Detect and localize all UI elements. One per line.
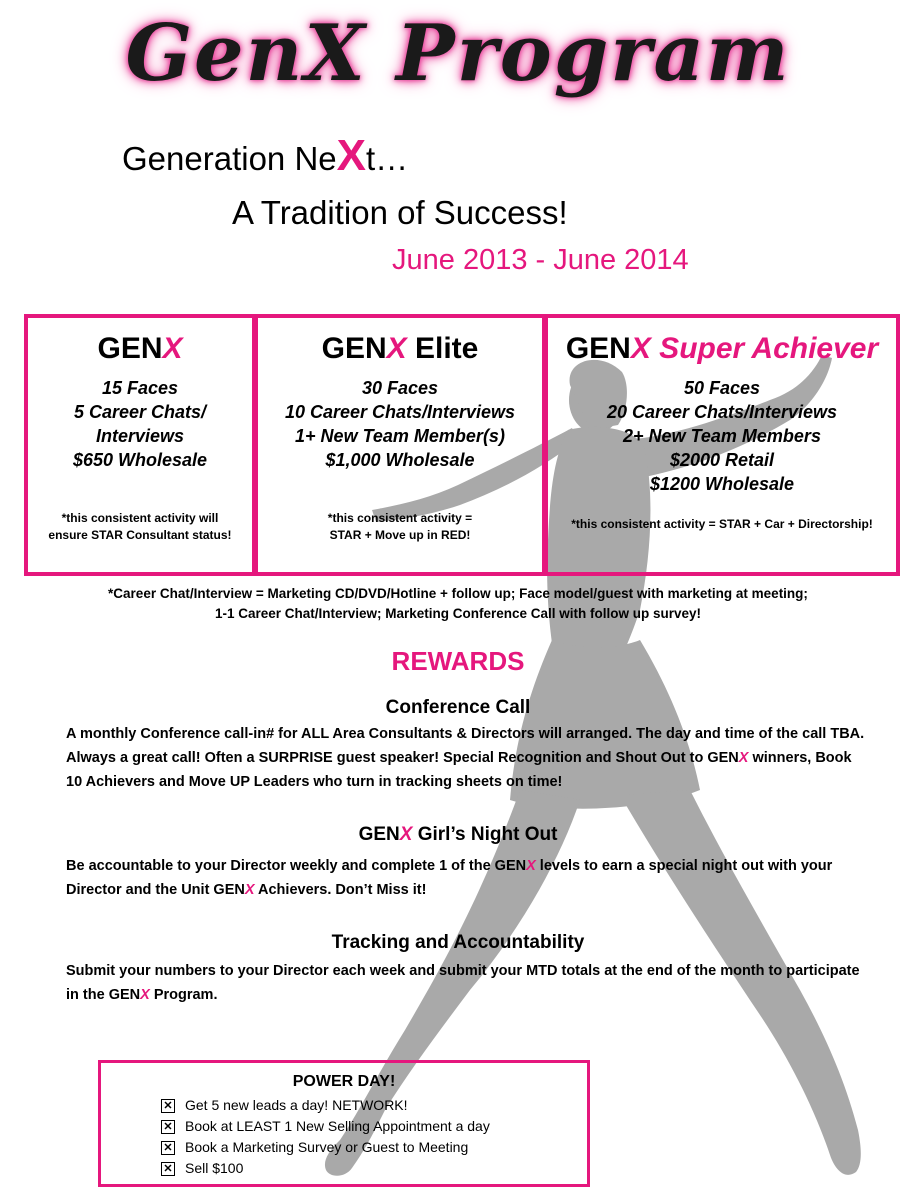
tier-note-line: STAR + Move up in RED! <box>329 528 471 542</box>
para-text: Be accountable to your Director weekly and complete 1 of the GEN <box>66 858 527 874</box>
girls-night-out-heading <box>0 824 916 846</box>
tagline-part: t… <box>366 140 409 177</box>
tier-box-genx <box>24 314 256 576</box>
para-text: A monthly Conference call-in# for ALL Area Consultants & Directors will arranged. The day and time of the call TBA. Always a great call! Often a SURPRISE guest speaker! Special Recognition and Shout Out to GEN <box>66 726 865 766</box>
heading-x: X <box>399 824 413 845</box>
heading-part: Girl’s Night Out <box>412 824 558 845</box>
tier-note <box>28 510 252 544</box>
tier-title <box>28 332 252 366</box>
tier-line: 2+ New Team Members <box>623 426 821 446</box>
checkbox-checked-icon: ✕ <box>161 1141 175 1155</box>
page-title: GenX Program <box>125 8 791 99</box>
rewards-heading: REWARDS <box>391 646 525 676</box>
power-day-item <box>161 1158 490 1179</box>
para-x: X <box>526 858 536 874</box>
tier-title-part: GEN <box>321 332 387 365</box>
power-day-item-label: Sell $100 <box>185 1160 244 1176</box>
para-text: Submit your numbers to your Director each week and submit your MTD totals at the end of the month to participate in the GEN <box>66 963 860 1003</box>
power-day-item <box>161 1137 490 1158</box>
tier-title <box>548 332 896 366</box>
tier-box-genx-elite <box>254 314 546 576</box>
power-day-item <box>161 1116 490 1137</box>
power-day-list <box>161 1095 490 1179</box>
tier-line: 30 Faces <box>361 378 439 398</box>
footnote-line: 1-1 Career Chat/Interview; Marketing Conference Call with follow up survey! <box>214 606 702 621</box>
power-day-title: POWER DAY! <box>292 1073 396 1090</box>
tier-note-line: *this consistent activity will <box>61 511 219 525</box>
para-text: Program. <box>149 987 218 1003</box>
tier-line: 50 Faces <box>683 378 761 398</box>
tier-line: 10 Career Chats/Interviews <box>284 402 516 422</box>
tier-line: Interviews <box>95 426 185 446</box>
para-x: X <box>738 750 749 766</box>
tracking-text <box>66 959 866 1007</box>
tier-title-x: X <box>162 332 183 365</box>
tier-line: 5 Career Chats/ <box>73 402 207 422</box>
program-dates: June 2013 - June 2014 <box>392 244 689 276</box>
tier-line: 20 Career Chats/Interviews <box>606 402 838 422</box>
power-day-item-label: Book at LEAST 1 New Selling Appointment a day <box>185 1118 490 1134</box>
para-text: levels to earn a special night out with your Director and the Unit GEN <box>66 858 833 898</box>
tier-title-x: X <box>386 332 407 365</box>
para-text: winners, Book 10 Achievers and Move UP Leaders who turn in tracking sheets on time! <box>66 750 852 790</box>
power-day-item-label: Get 5 new leads a day! NETWORK! <box>185 1097 408 1113</box>
tier-line: $1200 Wholesale <box>649 474 795 494</box>
tier-note <box>548 516 896 533</box>
conference-call-text <box>66 722 866 794</box>
tagline-generation-next <box>122 131 409 180</box>
para-text: Achievers. Don’t Miss it! <box>254 882 427 898</box>
tier-line: $2000 Retail <box>669 450 775 470</box>
conference-call-heading: Conference Call <box>385 697 531 718</box>
tier-title-part: GEN <box>565 332 631 365</box>
checkbox-checked-icon: ✕ <box>161 1162 175 1176</box>
checkbox-checked-icon: ✕ <box>161 1099 175 1113</box>
tier-box-genx-super-achiever <box>544 314 900 576</box>
tagline-x: X <box>336 131 366 180</box>
tier-line: $1,000 Wholesale <box>325 450 475 470</box>
tier-title-x: X <box>630 332 651 365</box>
tier-note <box>258 510 542 544</box>
tracking-heading: Tracking and Accountability <box>331 932 585 953</box>
footnote-line: *Career Chat/Interview = Marketing CD/DVD/Hotline + follow up; Face model/guest with marketing at meeting; <box>108 586 808 601</box>
tagline-tradition: A Tradition of Success! <box>232 194 568 231</box>
tier-note-line: *this consistent activity = <box>327 511 473 525</box>
power-day-item-label: Book a Marketing Survey or Guest to Meeting <box>185 1139 469 1155</box>
tier-line: $650 Wholesale <box>72 450 208 470</box>
tier-note-line: *this consistent activity = STAR + Car + Directorship! <box>571 517 873 531</box>
power-day-item <box>161 1095 490 1116</box>
tier-title-part: Super Achiever <box>650 332 879 365</box>
tier-line: 1+ New Team Member(s) <box>295 426 505 446</box>
tier-line: 15 Faces <box>101 378 179 398</box>
tagline-part: Generation Ne <box>122 140 337 177</box>
tier-requirements <box>28 376 252 472</box>
heading-part: GEN <box>358 824 400 845</box>
tier-requirements <box>548 376 896 496</box>
tier-title-part: GEN <box>97 332 163 365</box>
career-chat-footnote <box>0 584 916 624</box>
tier-title-part: Elite <box>406 332 479 365</box>
tier-requirements <box>258 376 542 472</box>
para-x: X <box>244 882 255 898</box>
para-x: X <box>140 987 150 1003</box>
girls-night-out-text <box>66 854 866 902</box>
power-day-box <box>98 1060 590 1187</box>
tier-note-line: ensure STAR Consultant status! <box>48 528 232 542</box>
checkbox-checked-icon: ✕ <box>161 1120 175 1134</box>
tier-title <box>258 332 542 366</box>
